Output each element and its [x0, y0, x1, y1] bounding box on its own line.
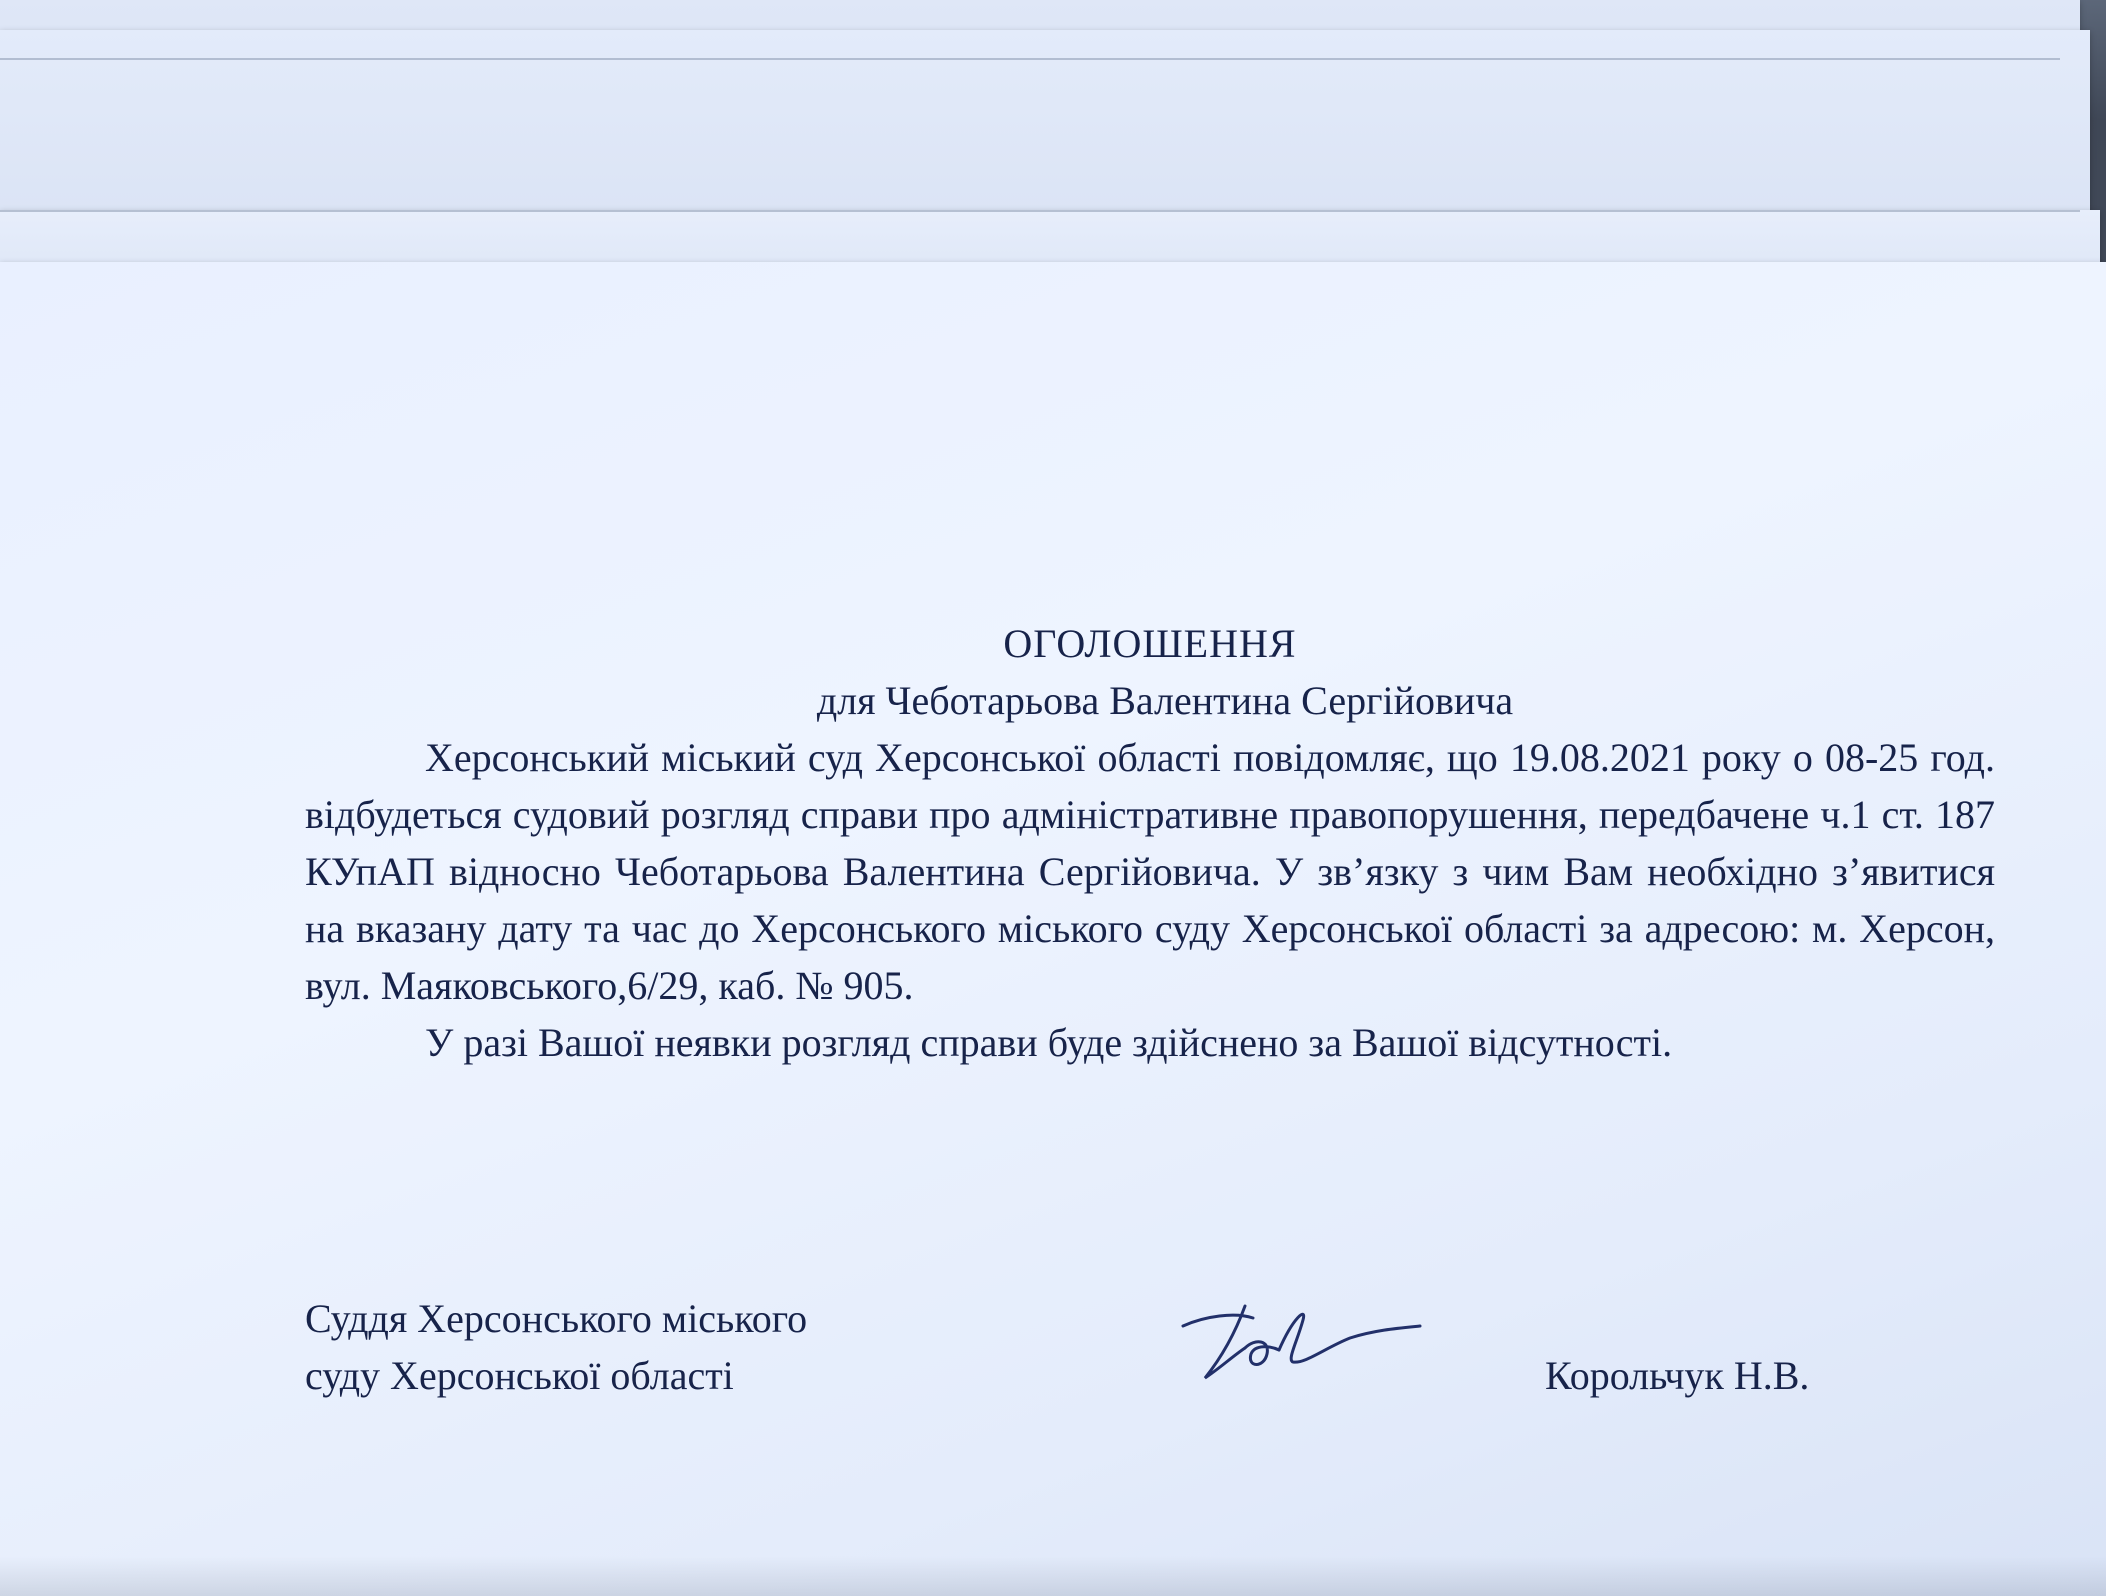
notice-paragraph: Херсонський міський суд Херсонської області повідомляє, що 19.08.2021 року о 08-25 год. відбудеться судовий розгляд справи про адміністративне правопорушення, передбачене ч.1 ст. 187 КУпАП відносно Чеботарьова Валентина Сергійовича. У зв’язку з чим Вам необхідно з’явитися на вказану дату та час до Херсонського міського суду Херсонської області за адресою: м. Херсон, вул. Маяковського,6/29, каб. № 905.: [305, 735, 1995, 1008]
notice-addressee: для Чеботарьова Валентина Сергійовича: [816, 678, 1514, 723]
paper-edge: [0, 58, 2060, 60]
judge-position-line: Суддя Херсонського міського: [305, 1296, 808, 1341]
notice-body: [305, 615, 1995, 1071]
handwritten-signature: [1175, 1298, 1425, 1388]
judge-position-line: суду Херсонської області: [305, 1353, 734, 1398]
paper-edge: [0, 210, 2080, 212]
notice-paragraph: У разі Вашої неявки розгляд справи буде здійснено за Вашої відсутності.: [425, 1020, 1673, 1065]
judge-position: [305, 1290, 807, 1404]
judge-name: Корольчук Н.В.: [1545, 1353, 1810, 1398]
notice-title: ОГОЛОШЕННЯ: [1003, 621, 1297, 666]
